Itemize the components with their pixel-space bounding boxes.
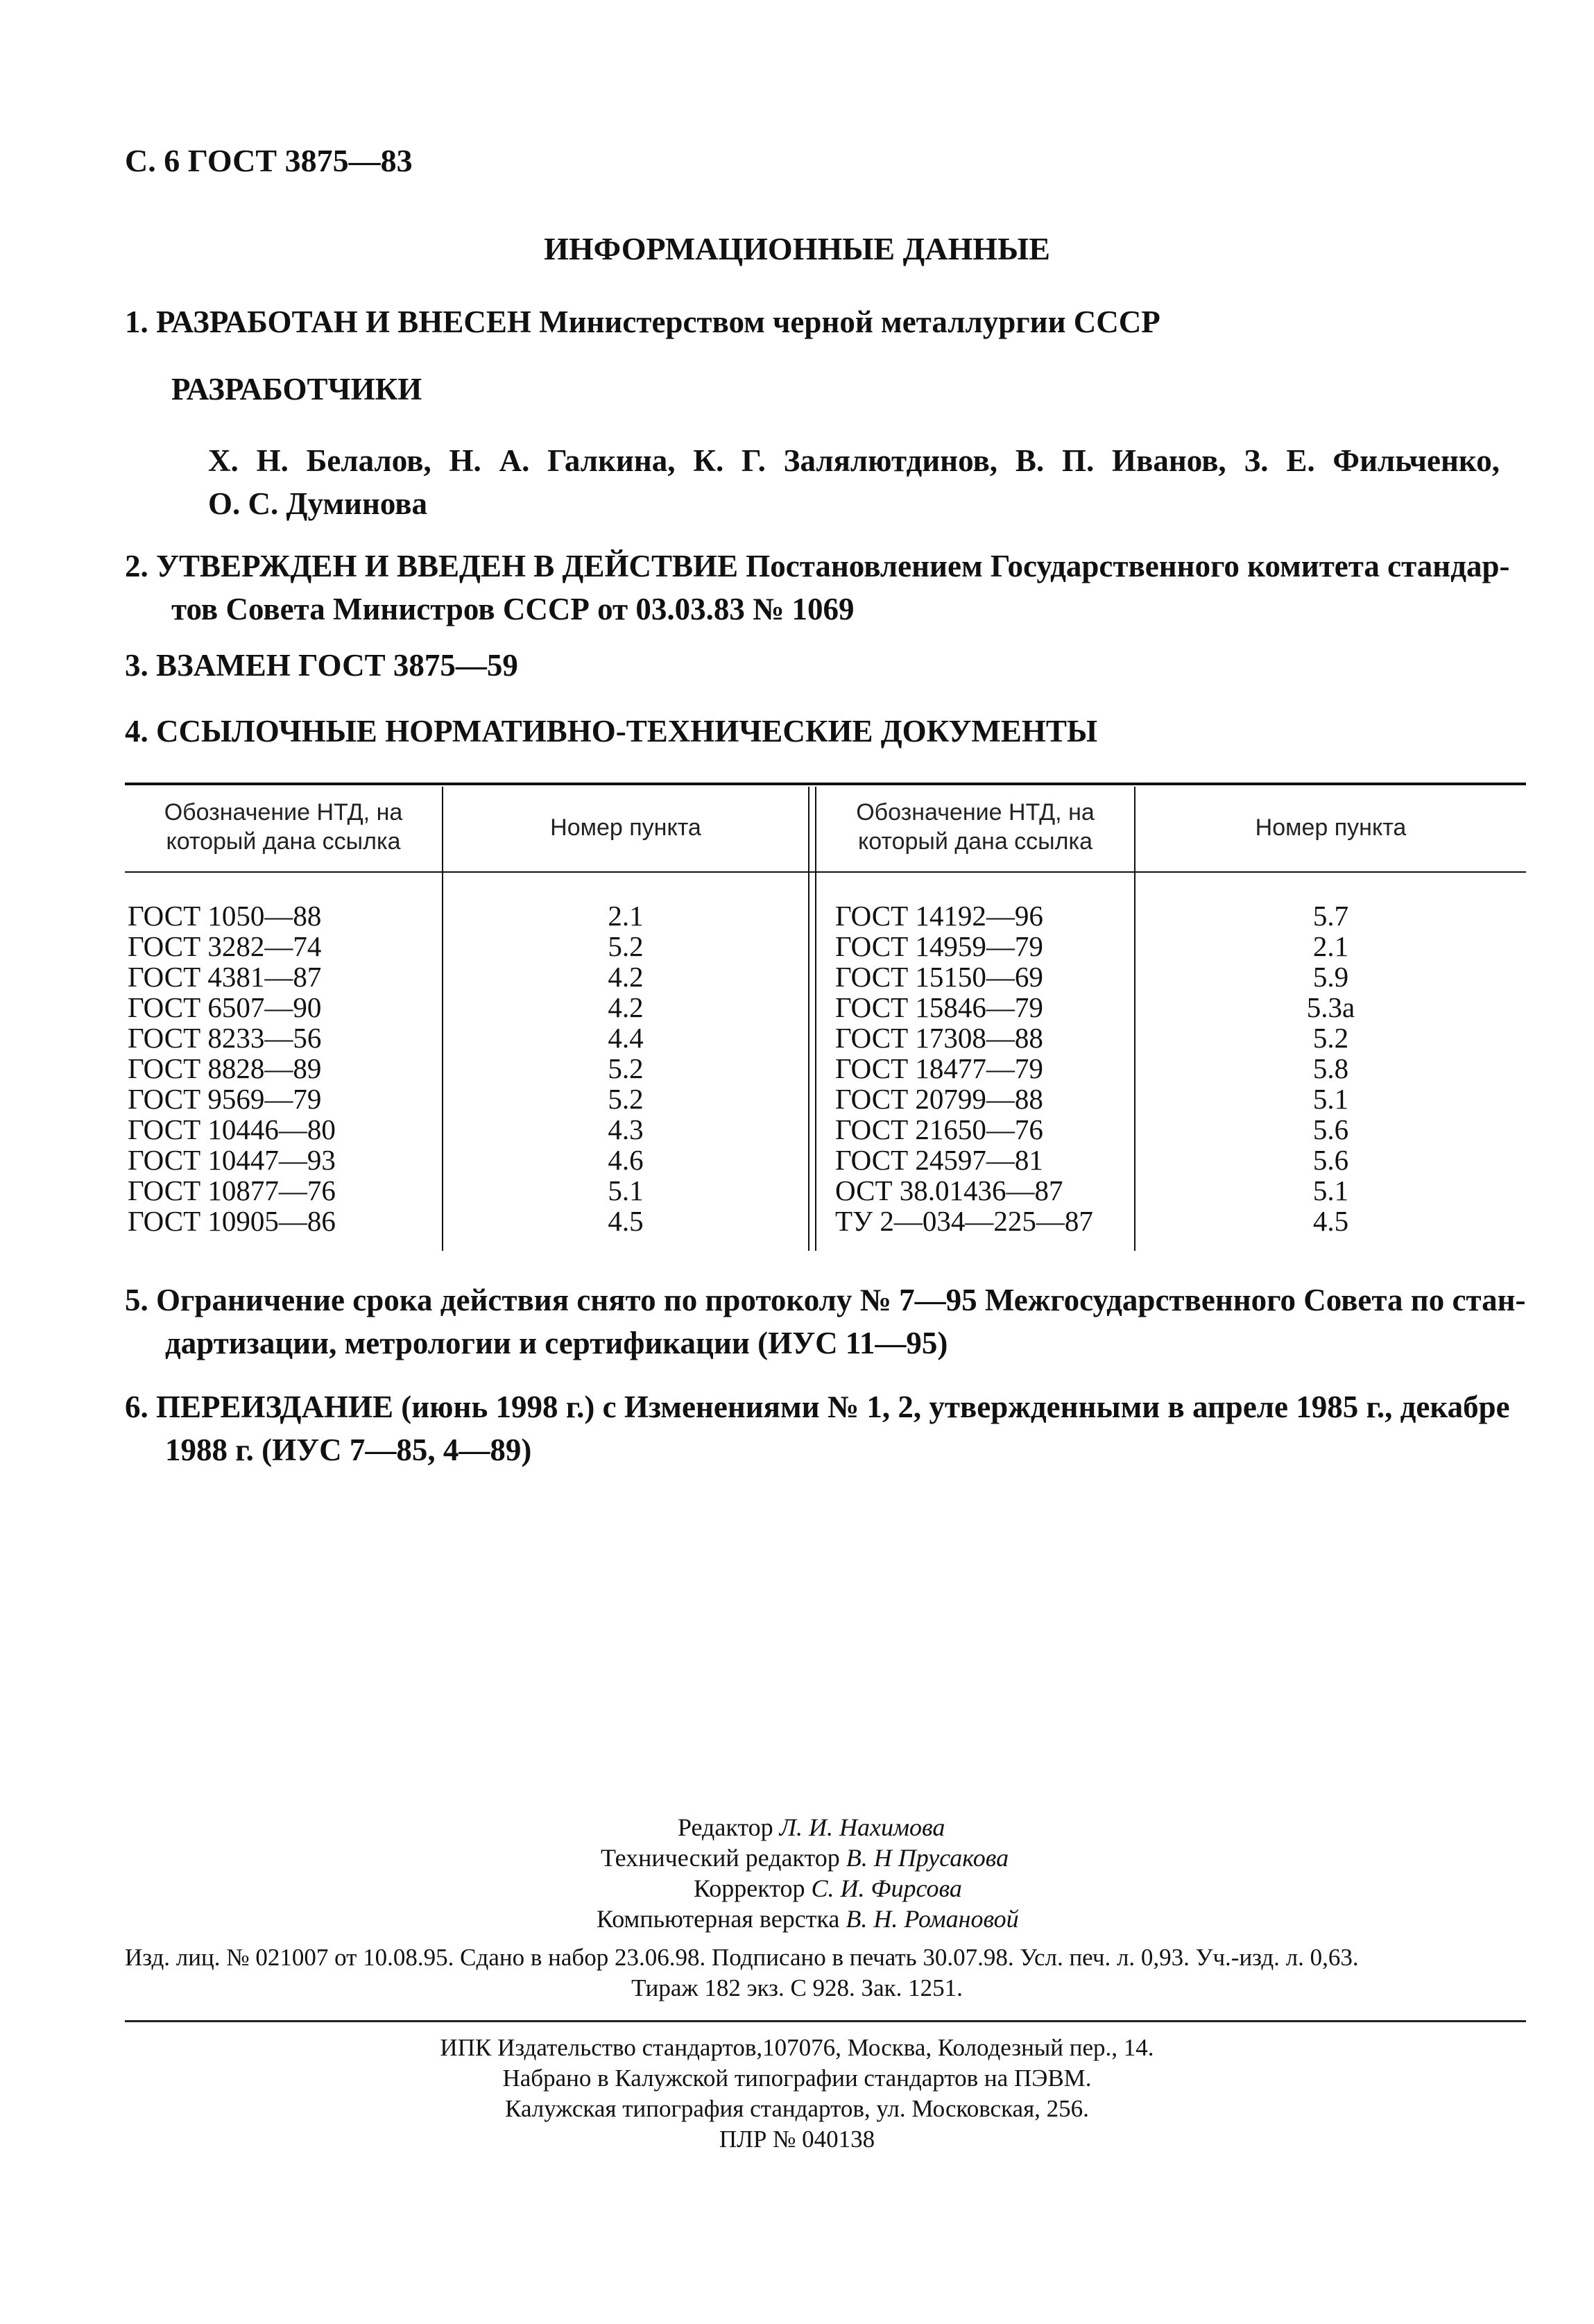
table-header-rule: [125, 871, 1526, 873]
table-cell-point: 5.2: [608, 930, 644, 962]
table-cell-point: 5.1: [1312, 1174, 1349, 1206]
developers-heading: РАЗРАБОТЧИКИ: [171, 372, 422, 407]
table-cell-doc: ГОСТ 14192—96: [835, 900, 1043, 932]
column-right-docs: [835, 900, 1133, 1236]
table-cell-point: 4.5: [1312, 1205, 1349, 1237]
footer-divider: [125, 2020, 1526, 2022]
table-cell-doc: ГОСТ 3282—74: [128, 930, 322, 962]
page-header: С. 6 ГОСТ 3875—83: [125, 143, 413, 178]
table-cell-point: 5.6: [1312, 1144, 1349, 1176]
table-cell-point: 5.8: [1312, 1052, 1349, 1084]
table-cell-doc: ГОСТ 10446—80: [128, 1113, 336, 1145]
item-5: [125, 1279, 1526, 1365]
table-cell-point: 5.2: [608, 1083, 644, 1115]
table-cell-doc: ГОСТ 18477—79: [835, 1052, 1043, 1084]
table-cell-doc: ТУ 2—034—225—87: [835, 1205, 1093, 1237]
item-4: 4. ССЫЛОЧНЫЕ НОРМАТИВНО-ТЕХНИЧЕСКИЕ ДОКУМЕНТЫ: [125, 714, 1098, 749]
table-cell-doc: ГОСТ 10447—93: [128, 1144, 336, 1176]
column-left-points: [443, 900, 808, 1236]
imprint-line-3: ИПК Издательство стандартов,107076, Москва, Колодезный пер., 14.: [440, 2034, 1154, 2061]
item-2-line-2: тов Совета Министров СССР от 03.03.83 № 1069: [171, 592, 855, 626]
developers-line-2: О. С. Думинова: [208, 486, 428, 521]
credit-tech-editor: Технический редактор В. Н Прусакова: [601, 1844, 1009, 1872]
table-cell-doc: ГОСТ 15846—79: [835, 991, 1043, 1023]
table-cell-doc: ГОСТ 21650—76: [835, 1113, 1043, 1145]
table-cell-point: 4.3: [608, 1113, 644, 1145]
item-2: [125, 545, 1510, 631]
header-point-right: Номер пункта: [1255, 814, 1407, 841]
table-cell-doc: ГОСТ 20799—88: [835, 1083, 1043, 1115]
table-cell-doc: ГОСТ 9569—79: [128, 1083, 322, 1115]
table-cell-point: 5.1: [1312, 1083, 1349, 1115]
item-5-line-1: 5. Ограничение срока действия снято по протоколу № 7—95 Межгосударственного Совета по стан-: [125, 1283, 1526, 1317]
credit-layout: Компьютерная верстка В. Н. Романовой: [597, 1905, 1019, 1933]
table-cell-doc: ГОСТ 17308—88: [835, 1022, 1043, 1054]
table-top-rule: [125, 783, 1526, 785]
table-cell-doc: ГОСТ 4381—87: [128, 961, 322, 993]
item-6-line-1: 6. ПЕРЕИЗДАНИЕ (июнь 1998 г.) с Изменениями № 1, 2, утвержденными в апреле 1985 г., декабре: [125, 1390, 1510, 1424]
header-doc-right: Обозначение НТД, на который дана ссылка: [856, 799, 1095, 855]
developers-list: [208, 439, 1500, 525]
table-cell-point: 4.2: [608, 991, 644, 1023]
credit-corrector: Корректор С. И. Фирсова: [694, 1874, 962, 1902]
item-2-line-1: 2. УТВЕРЖДЕН И ВВЕДЕН В ДЕЙСТВИЕ Постановлением Государственного комитета стандар-: [125, 549, 1510, 583]
imprint-line-4: Набрано в Калужской типографии стандартов на ПЭВМ.: [502, 2065, 1092, 2092]
table-cell-point: 5.2: [1312, 1022, 1349, 1054]
item-6: [125, 1385, 1510, 1471]
table-cell-doc: ГОСТ 1050—88: [128, 900, 322, 932]
developers-line-1: Х. Н. Белалов, Н. А. Галкина, К. Г. Залялютдинов, В. П. Иванов, З. Е. Фильченко,: [208, 443, 1500, 478]
page-title: ИНФОРМАЦИОННЫЕ ДАННЫЕ: [544, 231, 1050, 266]
table-cell-doc: ОСТ 38.01436—87: [835, 1174, 1063, 1206]
table-cell-point: 5.3а: [1306, 991, 1355, 1023]
table-cell-point: 5.6: [1312, 1113, 1349, 1145]
imprint-line-2: Тираж 182 экз. С 928. Зак. 1251.: [631, 1974, 963, 2001]
table-cell-doc: ГОСТ 8233—56: [128, 1022, 322, 1054]
table-cell-doc: ГОСТ 6507—90: [128, 991, 322, 1023]
imprint-line-1: Изд. лиц. № 021007 от 10.08.95. Сдано в набор 23.06.98. Подписано в печать 30.07.98. Усл. печ. л. 0,93. Уч.-изд. л. 0,63.: [125, 1944, 1359, 1971]
table-cell-point: 4.4: [608, 1022, 644, 1054]
table-double-divider-b: [815, 787, 816, 1251]
column-left-docs: [128, 900, 440, 1236]
table-cell-point: 5.1: [608, 1174, 644, 1206]
imprint-line-6: ПЛР № 040138: [719, 2126, 875, 2153]
item-6-line-2: 1988 г. (ИУС 7—85, 4—89): [165, 1433, 532, 1467]
imprint-line-5: Калужская типография стандартов, ул. Московская, 256.: [505, 2095, 1089, 2122]
table-cell-point: 4.6: [608, 1144, 644, 1176]
table-cell-doc: ГОСТ 10877—76: [128, 1174, 336, 1206]
table-cell-point: 5.7: [1312, 900, 1349, 932]
table-cell-point: 4.2: [608, 961, 644, 993]
item-3: 3. ВЗАМЕН ГОСТ 3875—59: [125, 648, 518, 683]
header-point-left: Номер пункта: [550, 814, 701, 841]
references-table: [125, 783, 1526, 1251]
table-cell-point: 5.2: [608, 1052, 644, 1084]
table-cell-doc: ГОСТ 14959—79: [835, 930, 1043, 962]
table-cell-point: 2.1: [1312, 930, 1349, 962]
table-cell-doc: ГОСТ 15150—69: [835, 961, 1043, 993]
table-cell-doc: ГОСТ 24597—81: [835, 1144, 1043, 1176]
credit-editor: Редактор Л. И. Нахимова: [678, 1813, 945, 1841]
header-doc-left: Обозначение НТД, на который дана ссылка: [164, 799, 403, 855]
table-cell-point: 4.5: [608, 1205, 644, 1237]
table-cell-point: 2.1: [608, 900, 644, 932]
table-cell-point: 5.9: [1312, 961, 1349, 993]
table-double-divider-a: [808, 787, 809, 1251]
column-right-points: [1135, 900, 1526, 1236]
table-cell-doc: ГОСТ 10905—86: [128, 1205, 336, 1237]
item-1: 1. РАЗРАБОТАН И ВНЕСЕН Министерством черной металлургии СССР: [125, 305, 1160, 339]
table-cell-doc: ГОСТ 8828—89: [128, 1052, 322, 1084]
item-5-line-2: дартизации, метрологии и сертификации (ИУС 11—95): [165, 1326, 948, 1360]
